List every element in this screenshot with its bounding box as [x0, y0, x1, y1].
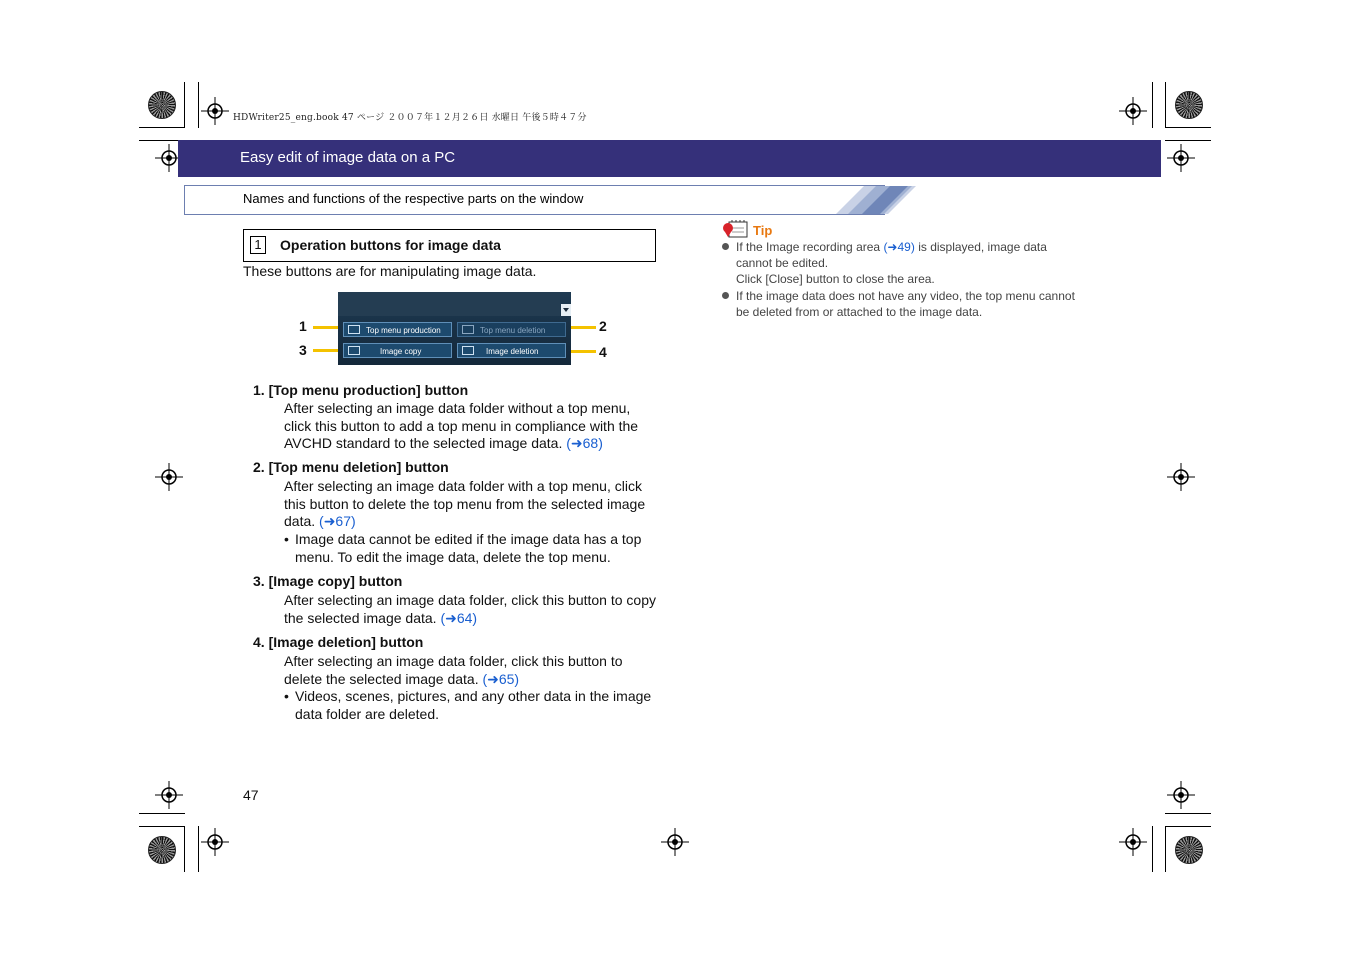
item-note-2: • Image data cannot be edited if the image data has a top menu. To edit the image data, delete the top menu.: [284, 531, 656, 566]
copy-icon: [348, 346, 360, 355]
page-number: 47: [243, 787, 259, 803]
operation-buttons-screenshot: [338, 292, 571, 365]
menu-delete-icon: [462, 325, 474, 334]
color-target-bottom-right: [1175, 836, 1203, 864]
callout-number-3: 3: [299, 342, 307, 358]
item-body-2: After selecting an image data folder with a top menu, click this button to delete the top menu from the selected image data. (➜67): [284, 478, 646, 530]
callout-number-1: 1: [299, 318, 307, 334]
section-title: Operation buttons for image data: [280, 237, 501, 253]
registration-mark: [1119, 828, 1147, 856]
registration-mark: [155, 781, 183, 809]
bullet-dot-icon: [722, 243, 729, 250]
image-deletion-button: Image deletion: [457, 343, 566, 358]
section-heading-box: [243, 229, 656, 262]
item-body-1: After selecting an image data folder without a top menu, click this button to add a top menu in compliance with the AVCHD standard to the selected image data. (➜68): [284, 400, 639, 452]
notepad-icon: [722, 220, 748, 238]
tip-label: Tip: [753, 223, 773, 238]
tip-item-1-extra: Click [Close] button to close the area.: [736, 272, 935, 286]
menu-icon: [348, 325, 360, 334]
color-target-top-right: [1175, 91, 1203, 119]
section-subtitle-bar: [184, 185, 885, 215]
item-note-4: • Videos, scenes, pictures, and any other data in the image data folder are deleted.: [284, 688, 656, 723]
registration-mark: [1167, 781, 1195, 809]
callout-number-2: 2: [599, 318, 607, 334]
registration-mark: [661, 828, 689, 856]
item-heading-1: 1. [Top menu production] button: [253, 382, 469, 398]
chapter-title: Easy edit of image data on a PC: [240, 149, 456, 166]
item-heading-4: 4. [Image deletion] button: [253, 634, 424, 650]
tip-item-2: If the image data does not have any video, the top menu cannot be deleted from or attached to the image data.: [736, 289, 1075, 319]
section-subtitle: Names and functions of the respective parts on the window: [243, 191, 584, 206]
color-target-bottom-left: [148, 836, 176, 864]
item-heading-2: 2. [Top menu deletion] button: [253, 459, 449, 475]
item-body-4: After selecting an image data folder, click this button to delete the selected image data. (➜65): [284, 653, 623, 687]
top-menu-deletion-button: Top menu deletion: [457, 322, 566, 337]
callout-number-4: 4: [599, 344, 607, 360]
item-body-3: After selecting an image data folder, click this button to copy the selected image data. (➜64): [284, 592, 656, 626]
page-ref-link[interactable]: (➜67): [319, 513, 356, 530]
bullet-dot-icon: [722, 292, 729, 299]
trash-icon: [462, 346, 474, 355]
registration-mark: [1167, 144, 1195, 172]
dropdown-arrow-icon: [561, 304, 571, 316]
top-menu-production-button: Top menu production: [343, 322, 452, 337]
page-ref-link[interactable]: (➜64): [440, 609, 478, 626]
registration-mark: [201, 97, 229, 125]
page-ref-link[interactable]: (➜49): [883, 240, 915, 254]
page-ref-link[interactable]: (➜68): [566, 435, 603, 452]
file-info: HDWriter25_eng.book 47 ページ ２００７年１２月２６日 水曜日 午後５時４７分: [233, 113, 587, 123]
section-number: 1: [250, 236, 266, 254]
registration-mark: [1119, 97, 1147, 125]
color-target-top-left: [148, 91, 176, 119]
registration-mark: [1167, 463, 1195, 491]
registration-mark: [155, 463, 183, 491]
tip-item-1: If the Image recording area (➜49) is displayed, image data cannot be edited. Click [Close] button to close the area.: [736, 239, 1081, 287]
item-heading-3: 3. [Image copy] button: [253, 573, 403, 589]
chapter-title-bar: [178, 140, 1161, 177]
section-intro: These buttons are for manipulating image data.: [243, 263, 537, 279]
page-ref-link[interactable]: (➜65): [482, 670, 520, 687]
image-copy-button: Image copy: [343, 343, 452, 358]
registration-mark: [201, 828, 229, 856]
subtitle-bar-decoration: [836, 186, 916, 214]
